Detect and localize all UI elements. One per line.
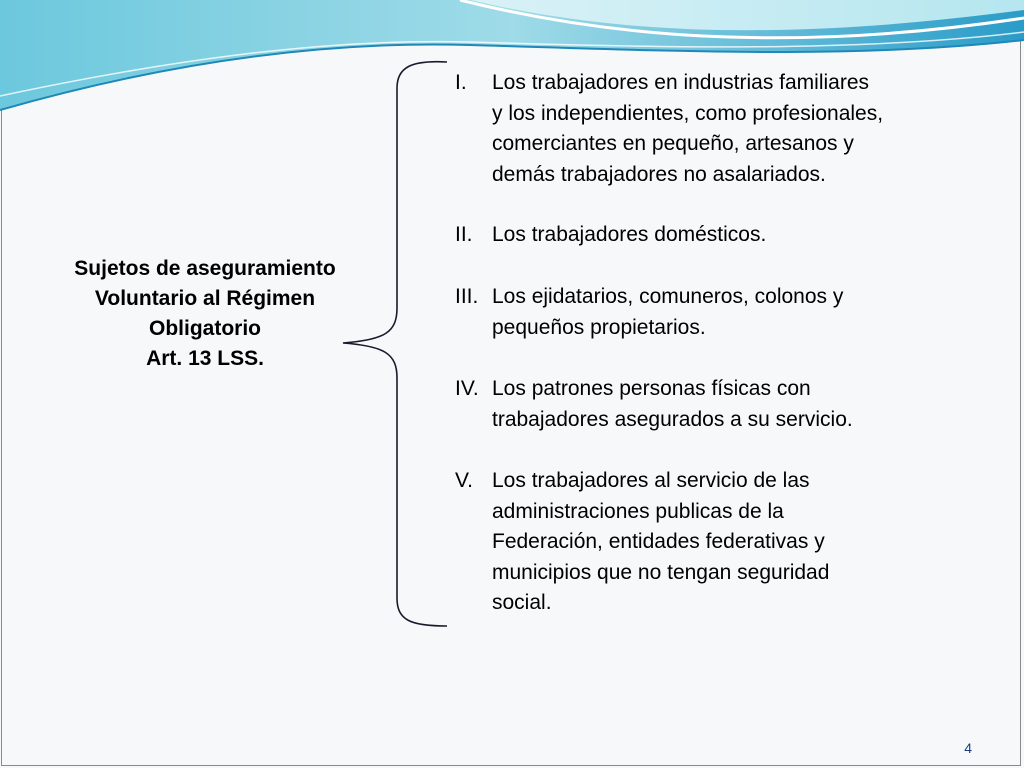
- subject-title: [30, 254, 380, 374]
- curly-brace: [335, 60, 465, 640]
- title-line-3: Obligatorio: [149, 317, 261, 340]
- item-text: Los trabajadores al servicio de las administraciones publicas de la Federación, entidades federativas y municipios que no tengan seguridad social.: [492, 469, 830, 614]
- item-numeral: II.: [455, 223, 473, 246]
- title-line-1: Sujetos de aseguramiento: [74, 257, 336, 280]
- title-line-4: Art. 13 LSS.: [146, 347, 264, 370]
- title-line-2: Voluntario al Régimen: [94, 287, 316, 310]
- item-numeral: V.: [455, 469, 473, 492]
- item-numeral: IV.: [455, 377, 479, 400]
- item-text: Los ejidatarios, comuneros, colonos y pequeños propietarios.: [492, 285, 844, 339]
- page-number: 4: [964, 740, 972, 756]
- item-numeral: III.: [455, 285, 479, 308]
- item-text: Los trabajadores en industrias familiares y los independientes, como profesionales, comerciantes en pequeño, artesanos y demás trabajadores no asalariados.: [492, 71, 884, 186]
- item-text: Los trabajadores domésticos.: [492, 223, 767, 246]
- item-numeral: I.: [455, 71, 467, 94]
- item-text: Los patrones personas físicas con trabajadores asegurados a su servicio.: [492, 377, 853, 431]
